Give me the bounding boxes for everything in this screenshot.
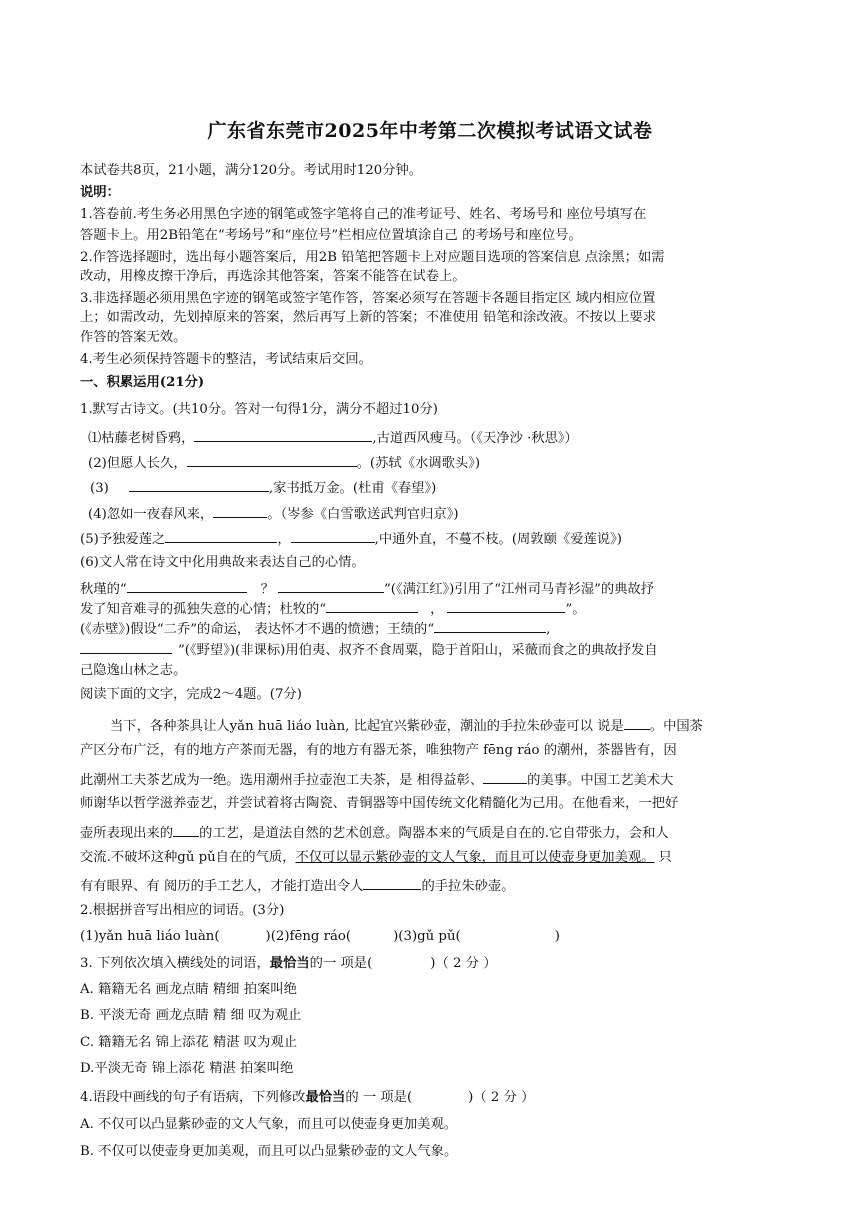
passage-line: 师谢华以哲学滋养壶艺，并尝试着将古陶瓷、青铜器等中国传统文化精髓化为己用。在他看来，一把好 [80,796,679,811]
exam-title: 广东省东莞市2025年中考第二次模拟考试语文试卷 [207,120,653,142]
note-line: 4.考生必须保持答题卡的整洁，考试结束后交回。 [80,352,372,367]
q1-allusion-line: ”(《野望》)(非课标)用伯夷、叔齐不食周粟，隐于首阳山，采薇而食之的典故抒发自 [80,641,658,657]
note-line: 作答的答案无效。 [80,330,187,345]
q1-sentence-2: (2)但愿人长久， 。(苏轼《水调歌头》) [88,456,481,471]
q1-sentence-5: (5)予独爱莲之 ， ,中通外直，不蔓不枝。(周敦颐《爱莲说》) [80,532,622,547]
passage-line: 壶所表现出来的 的工艺，是道法自然的艺术创意。陶器本来的气质是自在的.它自带张力，会和人 [80,826,669,841]
q4-stem: 4.语段中画线的句子有语病，下列修改最恰当的 一 项是( )（ 2 分 ） [80,1090,535,1105]
q2-stem: 2.根据拼音写出相应的词语。(3分) [80,903,285,918]
q1-sentence-4: (4)忽如一夜春风来， 。（岑参《白雪歌送武判官归京》) [88,507,459,522]
q4-option: B. 不仅可以使壶身更加美观，而且可以凸显紫砂壶的文人气象。 [80,1144,458,1159]
q1-sentence-1: ⑴枯藤老树昏鸦， ,古道西风瘦马。（《天净沙 ·秋思》） [88,431,578,446]
q3-option: D.平淡无奇 锦上添花 精湛 拍案叫绝 [80,1061,294,1076]
note-line: 改动，用橡皮擦干净后，再选涂其他答案，答案不能答在试卷上。 [80,269,466,284]
q3-stem: 3. 下列依次填入横线处的词语，最恰当的一 项是( )（ 2 分 ） [80,956,497,971]
intro-text: 本试卷共8页，21小题，满分120分。考试用时120分钟。 [80,163,423,178]
q1-sentence-6: (6)文人常在诗文中化用典故来表达自己的心情。 [80,555,365,570]
q1-allusion-line: 发了知音难寻的孤独失意的心情；杜牧的“ ， ”。 [80,602,586,617]
note-line: 答题卡上。用2B铅笔在“考场号”和“座位号”栏相应位置填涂自己 的考场号和座位号。 [80,228,582,243]
passage-line: 产区分布广泛，有的地方产茶而无器，有的地方有器无茶，唯独物产 fēng ráo 的潮州，茶器皆有，因 [80,743,677,758]
q2-blanks: (1)yǎn huā liáo luàn( )(2)fēng ráo( )(3)gǔ pǔ( ) [80,929,560,944]
q1-allusion-line: 己隐逸山林之志。 [80,663,187,678]
passage-line: 此潮州工夫茶艺成为一绝。选用潮州手拉壶泡工夫茶，是 相得益彰、 的美事。中国工艺美术大 [80,773,674,788]
reading-intro: 阅读下面的文字，完成2～4题。(7分) [80,687,302,702]
q1-allusion-line: (《赤壁》)假设“二乔”的命运， 表达怀才不遇的愤懑；王绩的“ , [80,622,551,637]
notes-heading: 说明： [80,185,120,200]
passage-line: 有有眼界、有 阅历的手工艺人，才能打造出令人 的手拉朱砂壶。 [80,879,515,894]
note-line: 上；如需改动，先划掉原来的答案，然后再写上新的答案；不准使用 铅笔和涂改液。不按以上要求 [80,310,656,325]
q1-allusion-line: 秋瑾的“ ？ ”(《满江红》)引用了“江州司马青衫湿”的典故抒 [80,582,655,597]
q3-option: A. 籍籍无名 画龙点睛 精细 拍案叫绝 [80,982,297,997]
q3-option: C. 籍籍无名 锦上添花 精湛 叹为观止 [80,1035,297,1050]
note-line: 2.作答选择题时，选出每小题答案后，用2B 铅笔把答题卡上对应题目选项的答案信息 点涂黑；如需 [80,250,665,265]
note-line: 1.答卷前.考生务必用黑色字迹的钢笔或签字笔将自己的准考证号、姓名、考场号和 座位号填写在 [80,207,647,222]
note-line: 3.非选择题必须用黑色字迹的钢笔或签字笔作答，答案必须写在答题卡各题目指定区 域内相应位置 [80,291,656,306]
passage-line: 当下，各种茶具让人yǎn huā liáo luàn, 比起宜兴紫砂壶，潮汕的手拉朱砂壶可以 说是 。中国茶 [110,719,703,734]
q4-option: A. 不仅可以凸显紫砂壶的文人气象，而且可以使壶身更加美观。 [80,1117,458,1132]
q3-option: B. 平淡无奇 画龙点睛 精 细 叹为观止 [80,1008,302,1023]
q1-sentence-3: (3) ,家书抵万金。(杜甫《春望》) [90,481,437,496]
underlined-sentence: 不仅可以显示紫砂壶的文人气象，而且可以使壶身更加美观。 [295,850,655,865]
passage-line: 交流.不破坏这种gǔ pǔ自在的气质，不仅可以显示紫砂壶的文人气象，而且可以使壶身更加美观。 只 [80,850,672,865]
q1-stem: 1.默写古诗文。(共10分。答对一句得1分，满分不超过10分) [80,402,438,417]
section-heading: 一、积累运用(21分) [80,375,205,390]
